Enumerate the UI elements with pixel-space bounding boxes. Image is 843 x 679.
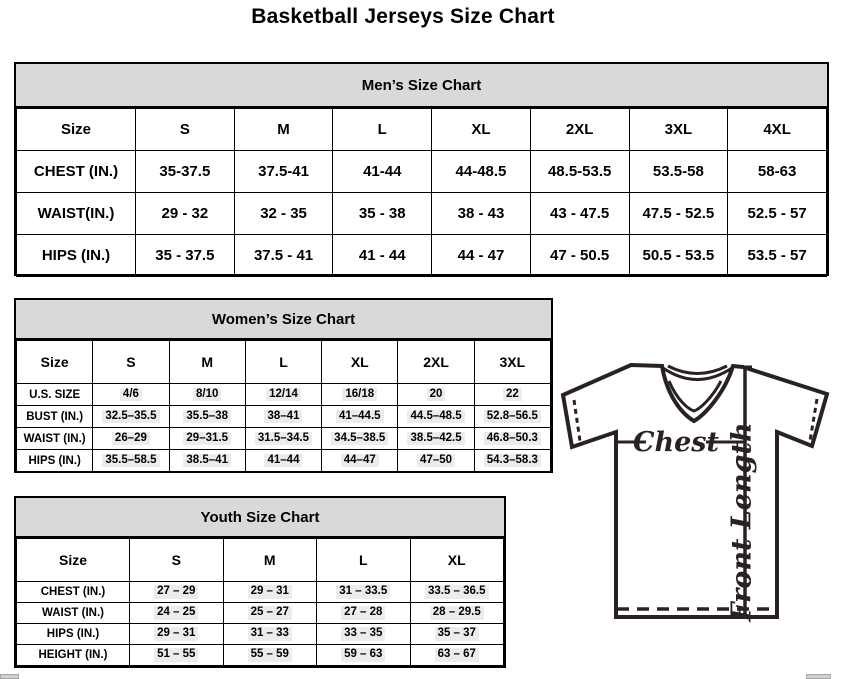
size-value: 8/10 xyxy=(193,388,221,401)
jersey-diagram-svg xyxy=(555,352,843,634)
size-value: 55 – 59 xyxy=(248,648,292,661)
size-corner-header: Size xyxy=(17,109,136,151)
header-row xyxy=(17,539,504,582)
size-value-cell xyxy=(223,582,317,603)
size-value: 29–31.5 xyxy=(183,432,231,445)
size-value-cell xyxy=(223,624,317,645)
size-value-cell xyxy=(223,603,317,624)
size-value: 41-44 xyxy=(363,162,402,180)
size-value: 29 – 31 xyxy=(248,585,292,598)
size-value-cell xyxy=(629,151,728,193)
size-value: 59 – 63 xyxy=(341,648,385,661)
size-corner-header: Size xyxy=(17,539,130,582)
table-row xyxy=(17,603,504,624)
size-value-cell xyxy=(530,235,629,277)
size-value-cell xyxy=(234,193,333,235)
row-label: WAIST (IN.) xyxy=(17,603,130,624)
size-value-cell xyxy=(93,428,169,450)
mens-size-chart xyxy=(14,62,829,276)
size-value: 32.5–35.5 xyxy=(102,410,159,423)
size-value-cell xyxy=(322,384,398,406)
size-value-cell xyxy=(629,193,728,235)
size-value-cell xyxy=(333,151,432,193)
jersey-outline xyxy=(563,365,827,617)
size-value: 35-37.5 xyxy=(159,162,211,180)
size-value: 38.5–41 xyxy=(183,454,231,467)
size-value: 33 – 35 xyxy=(341,627,385,640)
size-value: 24 – 25 xyxy=(154,606,198,619)
header-row xyxy=(17,109,827,151)
size-column-header: 3XL xyxy=(629,109,728,151)
row-label: CHEST (IN.) xyxy=(17,582,130,603)
size-column-header: XL xyxy=(322,341,398,384)
size-value-cell xyxy=(728,193,827,235)
womens-size-chart-title: Women’s Size Chart xyxy=(16,300,551,340)
size-value: 35.5–58.5 xyxy=(102,454,159,467)
size-value: 35 - 38 xyxy=(358,204,406,222)
mens-size-table xyxy=(16,108,827,277)
size-value: 58-63 xyxy=(757,162,797,180)
womens-size-table xyxy=(16,340,551,472)
front-length-label: Front Length xyxy=(726,422,758,622)
size-value: 44.5–48.5 xyxy=(407,410,464,423)
size-value: 4/6 xyxy=(120,388,142,401)
size-value: 50.5 - 53.5 xyxy=(642,246,715,264)
size-value-cell xyxy=(317,624,411,645)
size-value-cell xyxy=(245,384,321,406)
size-value: 37.5 - 41 xyxy=(253,246,314,264)
size-column-header: S xyxy=(136,109,235,151)
size-value-cell xyxy=(322,406,398,428)
size-value-cell xyxy=(322,428,398,450)
page-title: Basketball Jerseys Size Chart xyxy=(251,5,555,28)
size-value-cell xyxy=(169,450,245,472)
table-row xyxy=(17,384,551,406)
size-value-cell xyxy=(398,428,474,450)
size-value-cell xyxy=(410,603,504,624)
youth-size-chart-title: Youth Size Chart xyxy=(16,498,504,538)
size-corner-header: Size xyxy=(17,341,93,384)
size-value: 31.5–34.5 xyxy=(255,432,312,445)
row-label: WAIST (IN.) xyxy=(17,428,93,450)
size-value-cell xyxy=(136,193,235,235)
size-value: 28 – 29.5 xyxy=(430,606,484,619)
size-value: 38–41 xyxy=(264,410,302,423)
size-value: 29 – 31 xyxy=(154,627,198,640)
size-column-header: XL xyxy=(432,109,531,151)
table-row xyxy=(17,645,504,666)
youth-size-table xyxy=(16,538,504,666)
row-label: HIPS (IN.) xyxy=(17,235,136,277)
size-value: 54.3–58.3 xyxy=(484,454,541,467)
table-row xyxy=(17,193,827,235)
size-value: 48.5-53.5 xyxy=(547,162,612,180)
size-value: 12/14 xyxy=(266,388,301,401)
size-value: 51 – 55 xyxy=(154,648,198,661)
size-value: 31 – 33.5 xyxy=(336,585,390,598)
size-value: 37.5-41 xyxy=(258,162,309,180)
size-value-cell xyxy=(234,235,333,277)
mens-size-chart-title: Men’s Size Chart xyxy=(16,64,827,108)
size-value: 35 – 37 xyxy=(435,627,479,640)
left-sleeve-dashed-line xyxy=(574,400,580,441)
youth-size-chart xyxy=(14,496,506,668)
size-value: 35.5–38 xyxy=(183,410,231,423)
size-value: 47.5 - 52.5 xyxy=(642,204,715,222)
size-value-cell xyxy=(322,450,398,472)
jersey-measurement-diagram xyxy=(555,352,843,634)
size-value-cell xyxy=(474,384,550,406)
size-column-header: 2XL xyxy=(398,341,474,384)
size-value: 20 xyxy=(427,388,446,401)
size-value-cell xyxy=(130,645,224,666)
size-value-cell xyxy=(317,603,411,624)
size-value: 26–29 xyxy=(112,432,150,445)
size-value-cell xyxy=(333,193,432,235)
size-value-cell xyxy=(432,151,531,193)
size-column-header: XL xyxy=(410,539,504,582)
header-row xyxy=(17,341,551,384)
row-label: BUST (IN.) xyxy=(17,406,93,428)
size-value-cell xyxy=(130,624,224,645)
table-row xyxy=(17,582,504,603)
size-value-cell xyxy=(410,624,504,645)
size-value-cell xyxy=(245,450,321,472)
size-value: 29 - 32 xyxy=(161,204,209,222)
size-column-header: L xyxy=(333,109,432,151)
table-row xyxy=(17,235,827,277)
size-column-header: M xyxy=(169,341,245,384)
size-value-cell xyxy=(432,235,531,277)
size-value-cell xyxy=(629,235,728,277)
size-value: 44-48.5 xyxy=(455,162,507,180)
size-value: 32 - 35 xyxy=(260,204,307,222)
size-value: 41–44.5 xyxy=(336,410,384,423)
size-value-cell xyxy=(136,235,235,277)
size-value-cell xyxy=(530,193,629,235)
row-label: HIPS (IN.) xyxy=(17,624,130,645)
size-value: 44 - 47 xyxy=(457,246,505,264)
size-value-cell xyxy=(410,645,504,666)
chest-label: Chest xyxy=(633,427,719,458)
size-value-cell xyxy=(432,193,531,235)
row-label: HEIGHT (IN.) xyxy=(17,645,130,666)
size-value-cell xyxy=(317,582,411,603)
size-value: 41–44 xyxy=(264,454,302,467)
womens-size-chart xyxy=(14,298,553,473)
size-value: 46.8–50.3 xyxy=(484,432,541,445)
size-column-header: 3XL xyxy=(474,341,550,384)
table-row xyxy=(17,151,827,193)
size-value-cell xyxy=(333,235,432,277)
size-value: 41 - 44 xyxy=(358,246,406,264)
table-row xyxy=(17,624,504,645)
size-value-cell xyxy=(474,450,550,472)
scrollbar-fragment-left[interactable] xyxy=(0,674,19,679)
row-label: CHEST (IN.) xyxy=(17,151,136,193)
size-value-cell xyxy=(93,384,169,406)
size-value-cell xyxy=(169,428,245,450)
size-value: 47 - 50.5 xyxy=(550,246,610,264)
size-value-cell xyxy=(245,428,321,450)
size-value: 25 – 27 xyxy=(248,606,292,619)
size-value-cell xyxy=(728,151,827,193)
size-value: 38 - 43 xyxy=(457,204,505,222)
size-value-cell xyxy=(728,235,827,277)
size-value: 53.5-58 xyxy=(652,162,704,180)
size-column-header: L xyxy=(245,341,321,384)
size-value-cell xyxy=(136,151,235,193)
size-column-header: 4XL xyxy=(728,109,827,151)
size-value: 44–47 xyxy=(341,454,379,467)
size-value-cell xyxy=(474,406,550,428)
size-value-cell xyxy=(398,406,474,428)
size-value-cell xyxy=(317,645,411,666)
size-value-cell xyxy=(169,406,245,428)
size-value: 43 - 47.5 xyxy=(550,204,610,222)
size-value-cell xyxy=(93,406,169,428)
collar-back-arc-upper xyxy=(668,366,727,374)
size-value: 53.5 - 57 xyxy=(747,246,807,264)
size-column-header: M xyxy=(234,109,333,151)
size-column-header: S xyxy=(93,341,169,384)
size-value: 35 - 37.5 xyxy=(155,246,215,264)
scrollbar-fragment-right[interactable] xyxy=(806,674,831,679)
size-value-cell xyxy=(234,151,333,193)
size-column-header: 2XL xyxy=(530,109,629,151)
size-column-header: S xyxy=(130,539,224,582)
size-value: 27 – 29 xyxy=(154,585,198,598)
size-value: 22 xyxy=(503,388,522,401)
size-value-cell xyxy=(410,582,504,603)
row-label: U.S. SIZE xyxy=(17,384,93,406)
row-label: HIPS (IN.) xyxy=(17,450,93,472)
size-value: 38.5–42.5 xyxy=(407,432,464,445)
size-column-header: M xyxy=(223,539,317,582)
size-value-cell xyxy=(223,645,317,666)
size-value-cell xyxy=(398,450,474,472)
row-label: WAIST(IN.) xyxy=(17,193,136,235)
size-value: 31 – 33 xyxy=(248,627,292,640)
size-value-cell xyxy=(474,428,550,450)
table-row xyxy=(17,450,551,472)
size-value: 52.8–56.5 xyxy=(484,410,541,423)
table-row xyxy=(17,428,551,450)
size-value-cell xyxy=(530,151,629,193)
size-value: 33.5 – 36.5 xyxy=(425,585,489,598)
table-row xyxy=(17,406,551,428)
size-value-cell xyxy=(93,450,169,472)
size-value: 63 – 67 xyxy=(435,648,479,661)
size-value: 47–50 xyxy=(417,454,455,467)
size-value: 27 – 28 xyxy=(341,606,385,619)
size-value: 52.5 - 57 xyxy=(747,204,807,222)
size-value-cell xyxy=(398,384,474,406)
size-value-cell xyxy=(169,384,245,406)
size-value: 34.5–38.5 xyxy=(331,432,388,445)
size-value-cell xyxy=(245,406,321,428)
size-column-header: L xyxy=(317,539,411,582)
size-value-cell xyxy=(130,582,224,603)
size-value-cell xyxy=(130,603,224,624)
size-value: 16/18 xyxy=(342,388,377,401)
